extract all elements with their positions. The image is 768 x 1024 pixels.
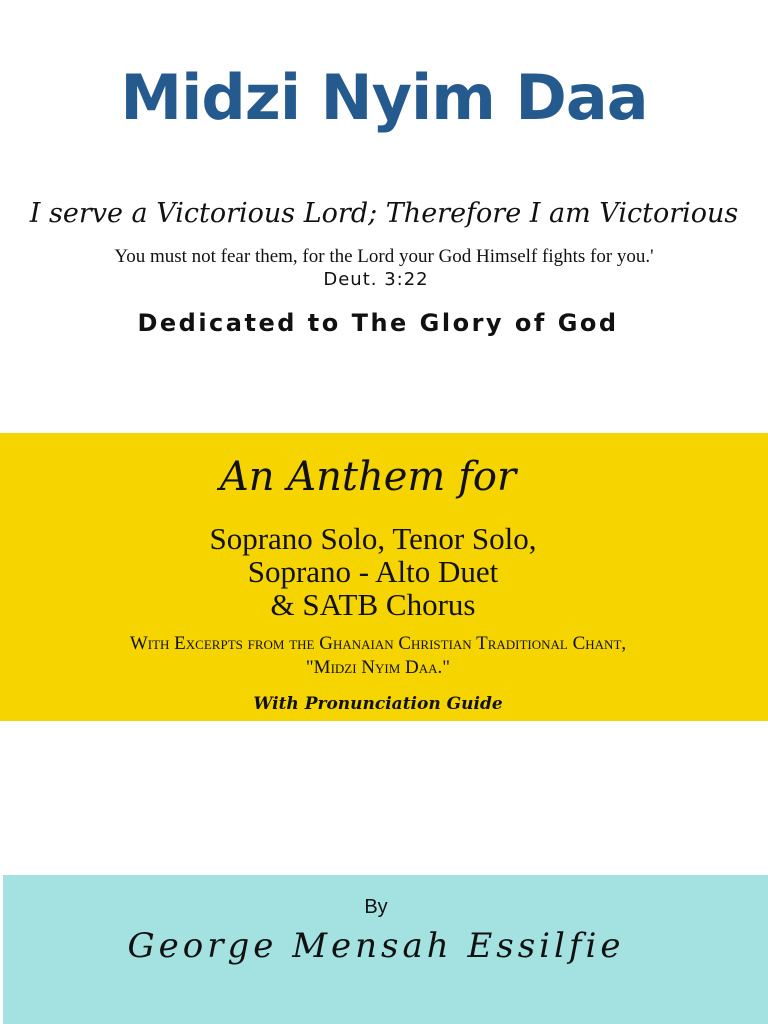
- voicing-line: & SATB Chorus: [270, 587, 476, 622]
- excerpts-line: "Midzi Nyim Daa.": [305, 657, 451, 678]
- author-name: George Mensah Essilfie: [127, 926, 625, 966]
- pronunciation-guide-note: With Pronunciation Guide: [253, 694, 503, 714]
- voicing-line: Soprano Solo, Tenor Solo,: [209, 521, 537, 556]
- cover-title: Midzi Nyim Daa: [120, 61, 648, 134]
- scripture-verse: You must not fear them, for the Lord your God Himself fights for you.': [114, 246, 654, 267]
- anthem-heading: An Anthem for: [219, 454, 517, 500]
- excerpts-line: With Excerpts from the Ghanaian Christian Traditional Chant,: [129, 633, 627, 654]
- voicing-line: Soprano - Alto Duet: [247, 554, 499, 589]
- motto: I serve a Victorious Lord; Therefore I am Victorious: [29, 198, 739, 229]
- dedication: Dedicated to The Glory of God: [137, 309, 619, 337]
- scripture-reference: Deut. 3:22: [323, 269, 429, 290]
- by-label: By: [364, 896, 388, 918]
- excerpts-note: [0, 632, 756, 680]
- voicing-list: [0, 522, 746, 621]
